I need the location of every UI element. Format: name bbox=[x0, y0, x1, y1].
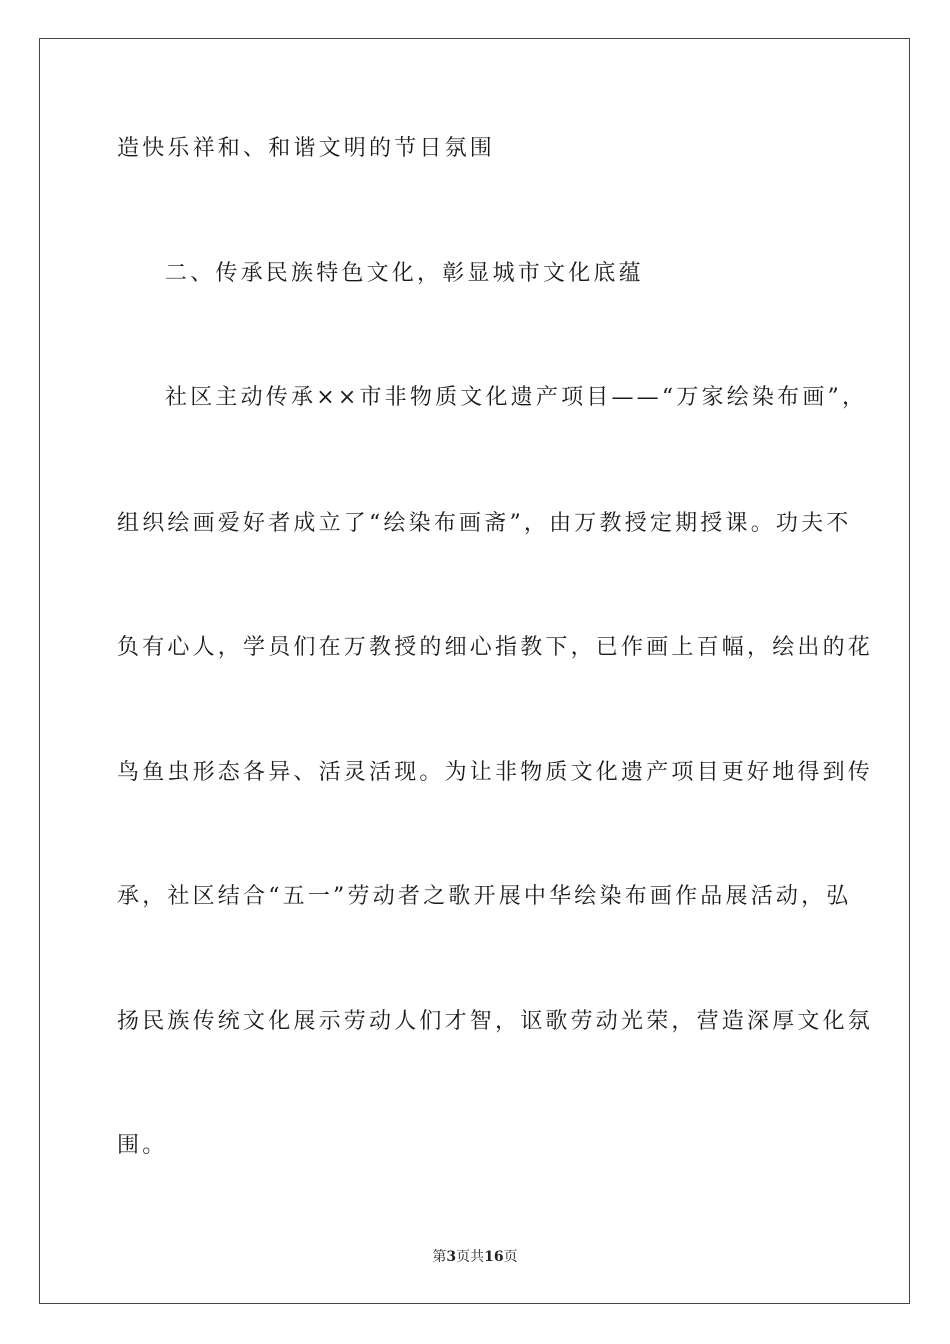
paragraph-line-7: 扬民族传统文化展示劳动人们才智，讴歌劳动光荣，营造深厚文化氛 bbox=[117, 1009, 874, 1034]
page-footer bbox=[0, 1248, 950, 1266]
total-suffix: 页 bbox=[503, 1249, 518, 1265]
page-border bbox=[39, 38, 910, 1304]
paragraph-line-5: 鸟鱼虫形态各异、活灵活现。为让非物质文化遗产项目更好地得到传 bbox=[117, 760, 874, 785]
total-prefix: 共 bbox=[470, 1249, 485, 1265]
paragraph-line-6: 承，社区结合“五一”劳动者之歌开展中华绘染布画作品展活动，弘 bbox=[117, 884, 852, 909]
paragraph-line-1: 造快乐祥和、和谐文明的节日氛围 bbox=[117, 136, 496, 161]
page-suffix: 页 bbox=[456, 1249, 471, 1265]
total-pages: 16 bbox=[484, 1249, 504, 1265]
page-prefix: 第 bbox=[432, 1249, 447, 1265]
section-heading: 二、传承民族特色文化，彰显城市文化底蕴 bbox=[165, 261, 644, 286]
page-number: 3 bbox=[446, 1249, 457, 1265]
paragraph-line-2: 社区主动传承××市非物质文化遗产项目——“万家绘染布画”， bbox=[165, 385, 868, 410]
paragraph-line-3: 组织绘画爱好者成立了“绘染布画斋”，由万教授定期授课。功夫不 bbox=[117, 511, 852, 536]
paragraph-line-8: 围。 bbox=[117, 1133, 168, 1158]
paragraph-line-4: 负有心人，学员们在万教授的细心指教下，已作画上百幅，绘出的花 bbox=[117, 635, 874, 660]
